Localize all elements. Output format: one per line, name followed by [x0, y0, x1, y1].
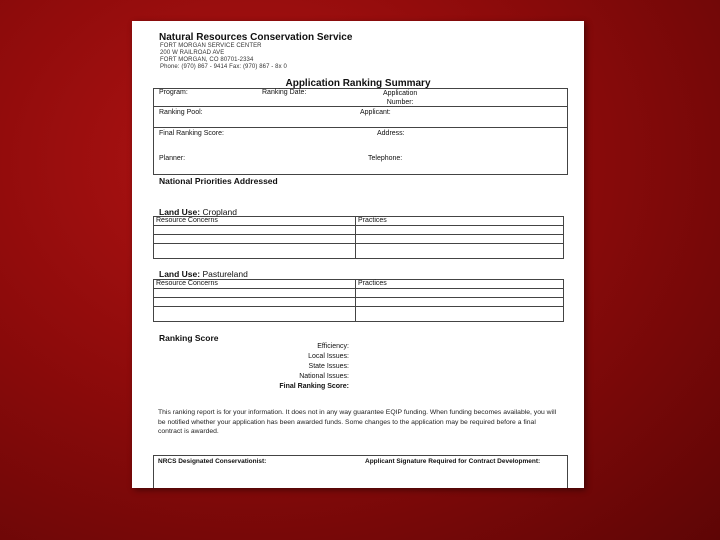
org-name: Natural Resources Conservation Service: [159, 32, 353, 43]
table-row: [154, 298, 564, 307]
efficiency-label: Efficiency:: [317, 343, 349, 350]
document-page: [132, 21, 584, 488]
cropland-table: [153, 216, 564, 259]
column-practices: Practices: [356, 280, 564, 289]
application-number-label: Application Number:: [383, 90, 418, 106]
table-row: [154, 307, 564, 322]
column-resource-concerns: Resource Concerns: [154, 217, 356, 226]
office-street: 200 W RAILROAD AVE: [160, 50, 225, 56]
table-row: [154, 235, 564, 244]
telephone-label: Telephone:: [368, 155, 403, 162]
local-issues-label: Local Issues:: [308, 353, 349, 360]
address-label: Address:: [377, 130, 405, 137]
land-use-pastureland-heading: [159, 269, 248, 279]
land-use-label: Land Use:: [159, 207, 201, 217]
form-title: Application Ranking Summary: [285, 78, 431, 89]
ranking-date-label: Ranking Date:: [262, 89, 307, 96]
office-city: FORT MORGAN, CO 80701-2334: [160, 57, 254, 63]
program-label: Program:: [159, 89, 188, 96]
final-ranking-score-total-label: Final Ranking Score:: [279, 383, 349, 390]
conservationist-label: NRCS Designated Conservationist:: [158, 458, 267, 465]
table-row: [154, 289, 564, 298]
column-practices: Practices: [356, 217, 564, 226]
office-name: FORT MORGAN SERVICE CENTER: [160, 43, 262, 49]
office-phone: Phone: (970) 867 - 9414 Fax: (970) 867 - 8x 0: [160, 64, 287, 70]
land-use-value: Pastureland: [202, 269, 248, 279]
disclaimer-text: This ranking report is for your information. It does not in any way guarantee EQIP funding. When funding becomes available, you will be notified whether your application has been awarded funds. Some changes to the application may be required before a final contract is awarded.: [158, 409, 557, 435]
column-resource-concerns: Resource Concerns: [154, 280, 356, 289]
land-use-label: Land Use:: [159, 269, 201, 279]
national-priorities-heading: National Priorities Addressed: [159, 176, 278, 186]
planner-label: Planner:: [159, 155, 186, 162]
state-issues-label: State Issues:: [308, 363, 349, 370]
land-use-value: Cropland: [202, 207, 237, 217]
applicant-info-box: [153, 88, 568, 175]
table-row: [154, 244, 564, 259]
final-ranking-score-label: Final Ranking Score:: [159, 130, 224, 137]
signature-box: [153, 455, 568, 488]
pastureland-table: [153, 279, 564, 322]
ranking-score-heading: Ranking Score: [159, 333, 219, 343]
national-issues-label: National Issues:: [299, 373, 349, 380]
applicant-label: Applicant:: [360, 109, 391, 116]
table-row: [154, 226, 564, 235]
ranking-pool-label: Ranking Pool:: [159, 109, 203, 116]
applicant-signature-label: Applicant Signature Required for Contract Development:: [365, 458, 541, 465]
